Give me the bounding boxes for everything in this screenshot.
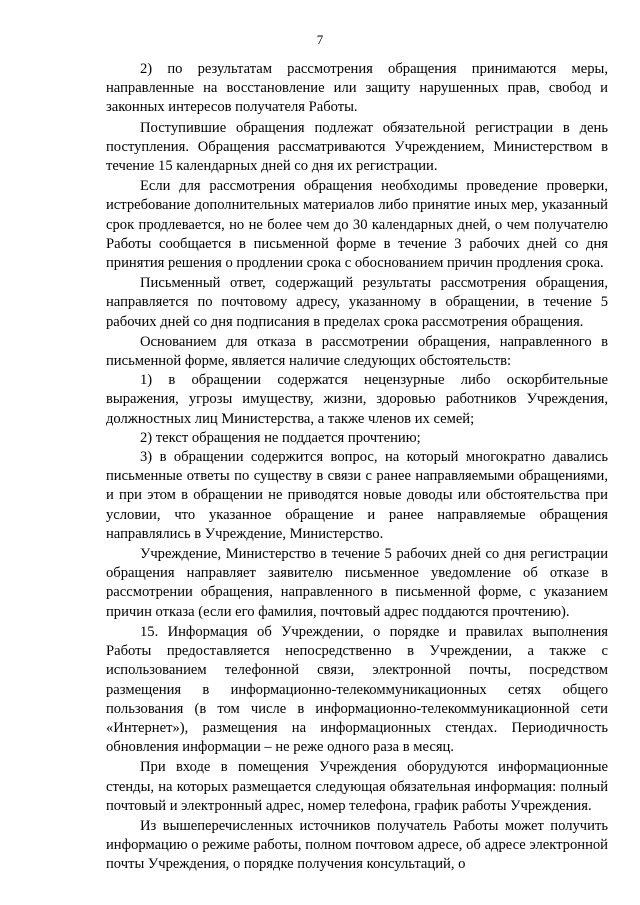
paragraph-refusal-grounds: Основанием для отказа в рассмотрении обращения, направленного в письменной форме, является наличие следующих обстоятельств: <box>106 333 608 370</box>
list-item-unreadable-text: 2) текст обращения не поддается прочтению; <box>140 429 421 446</box>
paragraph-information-sources: Из вышеперечисленных источников получатель Работы может получить информацию о режиме работы, полном почтовом адресе, об адресе электронной почты Учреждения, о порядке получения консультаций, о <box>106 817 608 873</box>
paragraph-registration: Поступившие обращения подлежат обязательной регистрации в день поступления. Обращения рассматриваются Учреждением, Министерством в течение 15 календарных дней со дня их регистрации. <box>106 119 608 175</box>
paragraph-information-stands: При входе в помещения Учреждения оборудуются информационные стенды, на которых размещается следующая обязательная информация: полный почтовый и электронный адрес, номер телефона, график работы Учреждения. <box>106 759 608 814</box>
list-item-obscene-language: 1) в обращении содержатся нецензурные либо оскорбительные выражения, угрозы имуществу, жизни, здоровью работников Учреждения, должностных лиц Министерства, а также членов их семей; <box>106 372 608 427</box>
paragraph-term-extension: Если для рассмотрения обращения необходимы проведение проверки, истребование дополнительных материалов либо принятие иных мер, указанный срок продлевается, но не более чем до 30 календарных дней, о чем получателю Работы сообщается в письменной форме в течение 3 рабочих дней со дня принятия решения о продлении срока с обоснованием причин продления срока. <box>106 178 608 272</box>
page-number: 7 <box>316 32 324 47</box>
paragraph-written-reply: Письменный ответ, содержащий результаты рассмотрения обращения, направляется по почтовому адресу, указанному в обращении, в течение 5 рабочих дней со дня подписания в пределах срока рассмотрения обращения. <box>106 275 608 330</box>
paragraph-section-15-information: 15. Информация об Учреждении, о порядке и правилах выполнения Работы предоставляется непосредственно в Учреждении, а также с использованием телефонной связи, электронной почты, посредством размещения в информационно-телекоммуникационных сетях общего пользования (в том числе в информационно-телекоммуникационной сети «Интернет»), размещения на информационных стендах. Периодичность обновления информации – не реже одного раза в месяц. <box>106 623 608 756</box>
document-body <box>106 60 608 875</box>
paragraph-results-measures: 2) по результатам рассмотрения обращения принимаются меры, направленные на восстановление или защиту нарушенных прав, свобод и законных интересов получателя Работы. <box>106 61 608 116</box>
list-item-repeated-question: 3) в обращении содержится вопрос, на который многократно давались письменные ответы по существу в связи с ранее направляемыми обращениями, и при этом в обращении не приводятся новые доводы или обстоятельства при условии, что указанное обращение и ранее направляемые обращения направлялись в Учреждение, Министерство. <box>106 449 608 542</box>
paragraph-refusal-notice: Учреждение, Министерство в течение 5 рабочих дней со дня регистрации обращения направляет заявителю письменное уведомление об отказе в рассмотрении обращения, направленного в письменной форме, с указанием причин отказа (если его фамилия, почтовый адрес поддаются прочтению). <box>106 546 608 620</box>
